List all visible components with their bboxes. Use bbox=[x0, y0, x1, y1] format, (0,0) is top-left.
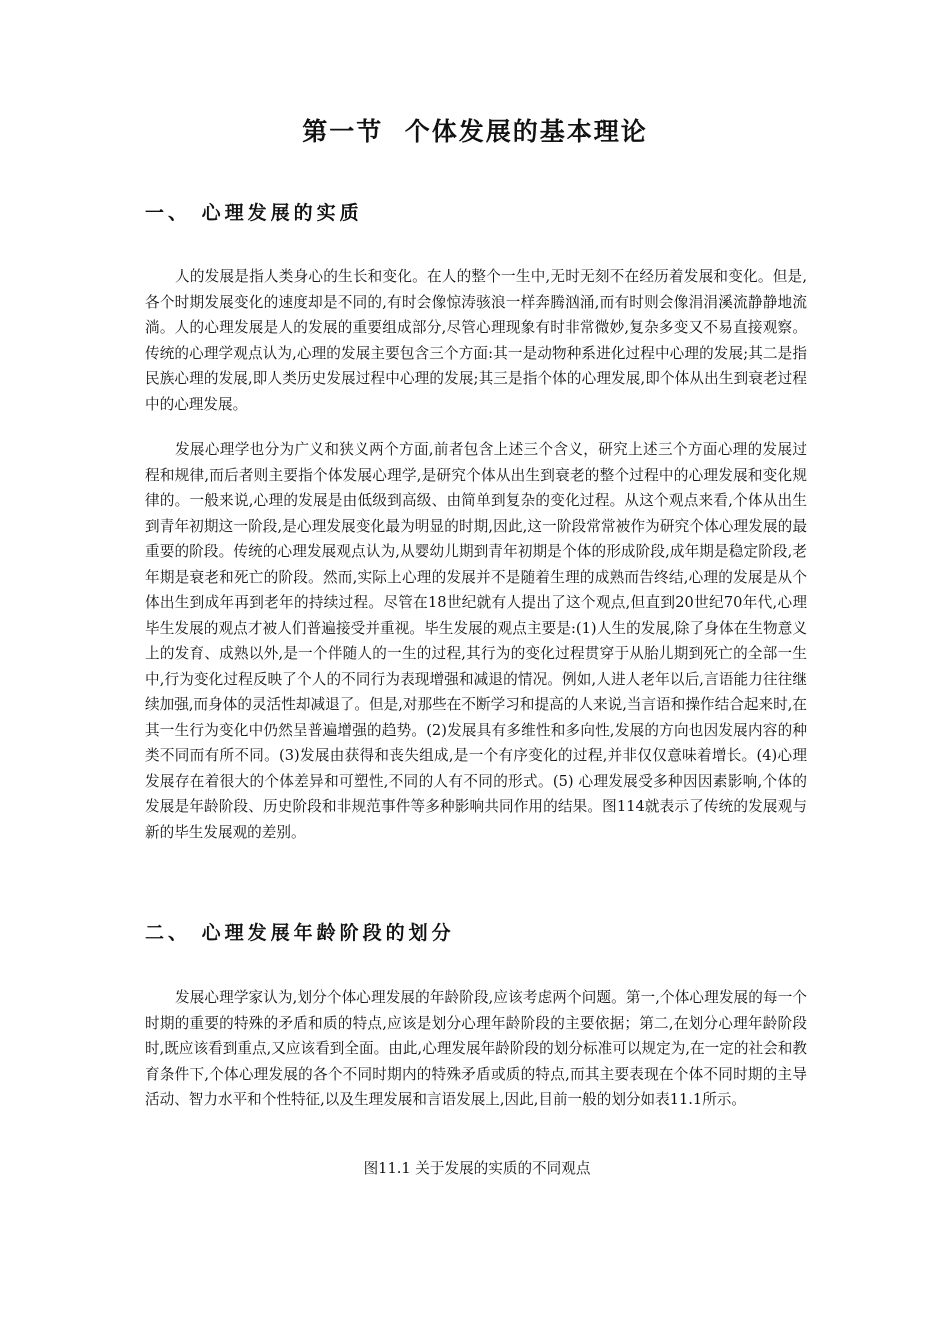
section-heading-1: 一、 心理发展的实质 bbox=[145, 202, 363, 224]
paragraph: 人的发展是指人类身心的生长和变化。在人的整个一生中,无时无刻不在经历着发展和变化。但是,各个时期发展变化的速度却是不同的,有时会像惊涛骇浪一样奔腾汹涌,而有时则会像涓涓溪流静静地流淌。人的心理发展是人的发展的重要组成部分,尽管心理现象有时非常微妙,复杂多变又不易直接观察。传统的心理学观点认为,心理的发展主要包含三个方面:其一是动物种系进化过程中心理的发展;其二是指民族心理的发展,即人类历史发展过程中心理的发展;其三是指个体的心理发展,即个体从出生到衰老过程中的心理发展。 bbox=[145, 268, 807, 413]
paragraph: 发展心理学也分为广义和狭义两个方面,前者包含上述三个含义，研究上述三个方面心理的发展过程和规律,而后者则主要指个体发展心理学,是研究个体从出生到衰老的整个过程中的心理发展和变化规律的。一般来说,心理的发展是由低级到高级、由简单到复杂的变化过程。从这个观点来看,个体从出生到青年初期这一阶段,是心理发展变化最为明显的时期,因此,这一阶段常常被作为研究个体心理发展的最重要的阶段。传统的心理发展观点认为,从婴幼儿期到青年初期是个体的形成阶段,成年期是稳定阶段,老年期是衰老和死亡的阶段。然而,实际上心理的发展并不是随着生理的成熟而告终结,心理的发展是从个体出生到成年再到老年的持续过程。尽管在18世纪就有人提出了这个观点,但直到20世纪70年代,心理毕生发展的观点才被人们普遍接受并重视。毕生发展的观点主要是:(1)人生的发展,除了身体在生物意义上的发育、成熟以外,是一个伴随人的一生的过程,其行为的变化过程贯穿于从胎儿期到死亡的全部一生中,行为变化过程反映了个人的不同行为表现增强和减退的情况。例如,人进人老年以后,言语能力往往继续加强,而身体的灵活性却减退了。但是,对那些在不断学习和提高的人来说,当言语和操作结合起来时,在其一生行为变化中仍然呈普遍增强的趋势。(2)发展具有多维性和多向性,发展的方向也因发展内容的种类不同而有所不同。(3)发展由获得和丧失组成,是一个有序变化的过程,并非仅仅意味着增长。(4)心理发展存在着很大的个体差异和可塑性,不同的人有不同的形式。(5) 心理发展受多种因因素影响,个体的发展是年龄阶段、历史阶段和非规范事件等多种影响共同作用的结果。图114就表示了传统的发展观与新的毕生发展观的差别。 bbox=[145, 441, 807, 841]
paragraph: 发展心理学家认为,划分个体心理发展的年龄阶段,应该考虑两个问题。第一,个体心理发展的每一个时期的重要的特殊的矛盾和质的特点,应该是划分心理年龄阶段的主要依据；第二,在划分心理年龄阶段时,既应该看到重点,又应该看到全面。由此,心理发展年龄阶段的划分标准可以规定为,在一定的社会和教育条件下,个体心理发展的各个不同时期内的特殊矛盾或质的特点,而其主要表现在个体不同时期的主导活动、智力水平和个性特征,以及生理发展和言语发展上,因此,目前一般的划分如表11.1所示。 bbox=[145, 989, 807, 1108]
page-title: 第一节 个体发展的基本理论 bbox=[302, 117, 648, 146]
figure-caption: 图11.1 关于发展的实质的不同观点 bbox=[363, 1160, 591, 1177]
section-heading-2: 二、 心理发展年龄阶段的划分 bbox=[145, 922, 455, 944]
